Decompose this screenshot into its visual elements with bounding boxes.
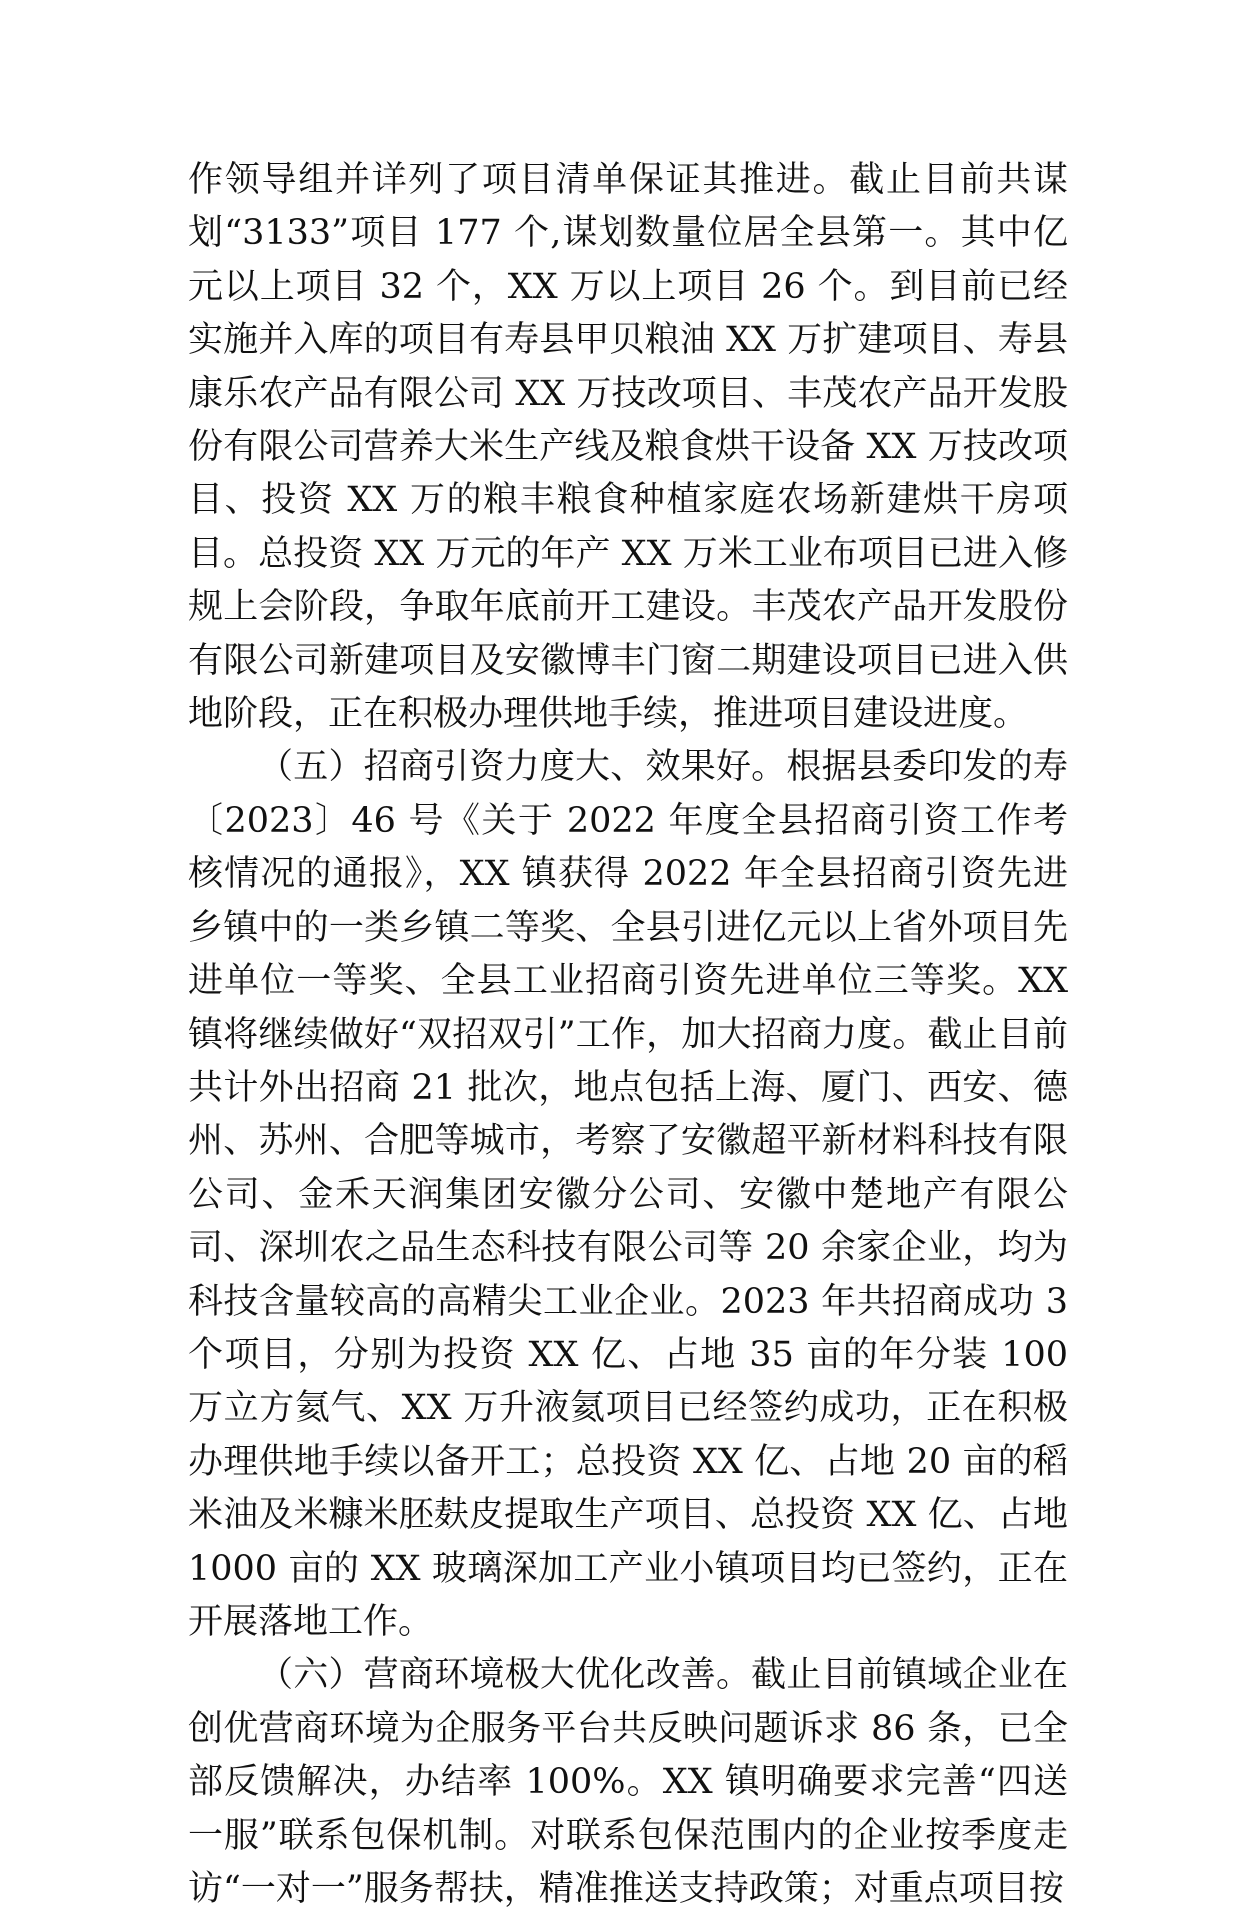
paragraph-investment-promotion: （五）招商引资力度大、效果好。根据县委印发的寿〔2023〕46 号《关于 2022 年度全县招商引资工作考核情况的通报》，XX 镇获得 2022 年全县招商引资先进乡镇中的一类乡镇二等奖、全县引进亿元以上省外项目先进单位一等奖、全县工业招商引资先进单位三等奖。XX 镇将继续做好“双招双引”工作，加大招商力度。截止目前共计外出招商 21 批次，地点包括上海、厦门、西安、德州、苏州、合肥等城市，考察了安徽超平新材料科技有限公司、金禾天润集团安徽分公司、安徽中楚地产有限公司、深圳农之品生态科技有限公司等 20 余家企业，均为科技含量较高的高精尖工业企业。2023 年共招商成功 3 个项目，分别为投资 XX 亿、占地 35 亩的年分装 100 万立方氦气、XX 万升液氦项目已经签约成功，正在积极办理供地手续以备开工；总投资 XX 亿、占地 20 亩的稻米油及米糠米胚麸皮提取生产项目、总投资 XX 亿、占地 1000 亩的 XX 玻璃深加工产业小镇项目均已签约，正在开展落地工作。 <box>188 747 1068 1642</box>
paragraph-business-environment: （六）营商环境极大优化改善。截止目前镇域企业在创优营商环境为企服务平台共反映问题诉求 86 条，已全部反馈解决，办结率 100%。XX 镇明确要求完善“四送一服”联系包保机制。对联系包保范围内的企业按季度走访“一对一”服务帮扶，精准推送支持政策；对重点项目按 <box>188 1655 1068 1909</box>
paragraph-project-progress: 作领导组并详列了项目清单保证其推进。截止目前共谋划“3133”项目 177 个,谋划数量位居全县第一。其中亿元以上项目 32 个，XX 万以上项目 26 个。到目前已经实施并入库的项目有寿县甲贝粮油 XX 万扩建项目、寿县康乐农产品有限公司 XX 万技改项目、丰茂农产品开发股份有限公司营养大米生产线及粮食烘干设备 XX 万技改项目、投资 XX 万的粮丰粮食种植家庭农场新建烘干房项目。总投资 XX 万元的年产 XX 万米工业布项目已进入修规上会阶段，争取年底前开工建设。丰茂农产品开发股份有限公司新建项目及安徽博丰门窗二期建设项目已进入供地阶段，正在积极办理供地手续，推进项目建设进度。 <box>188 160 1068 735</box>
document-body <box>188 154 1068 1916</box>
